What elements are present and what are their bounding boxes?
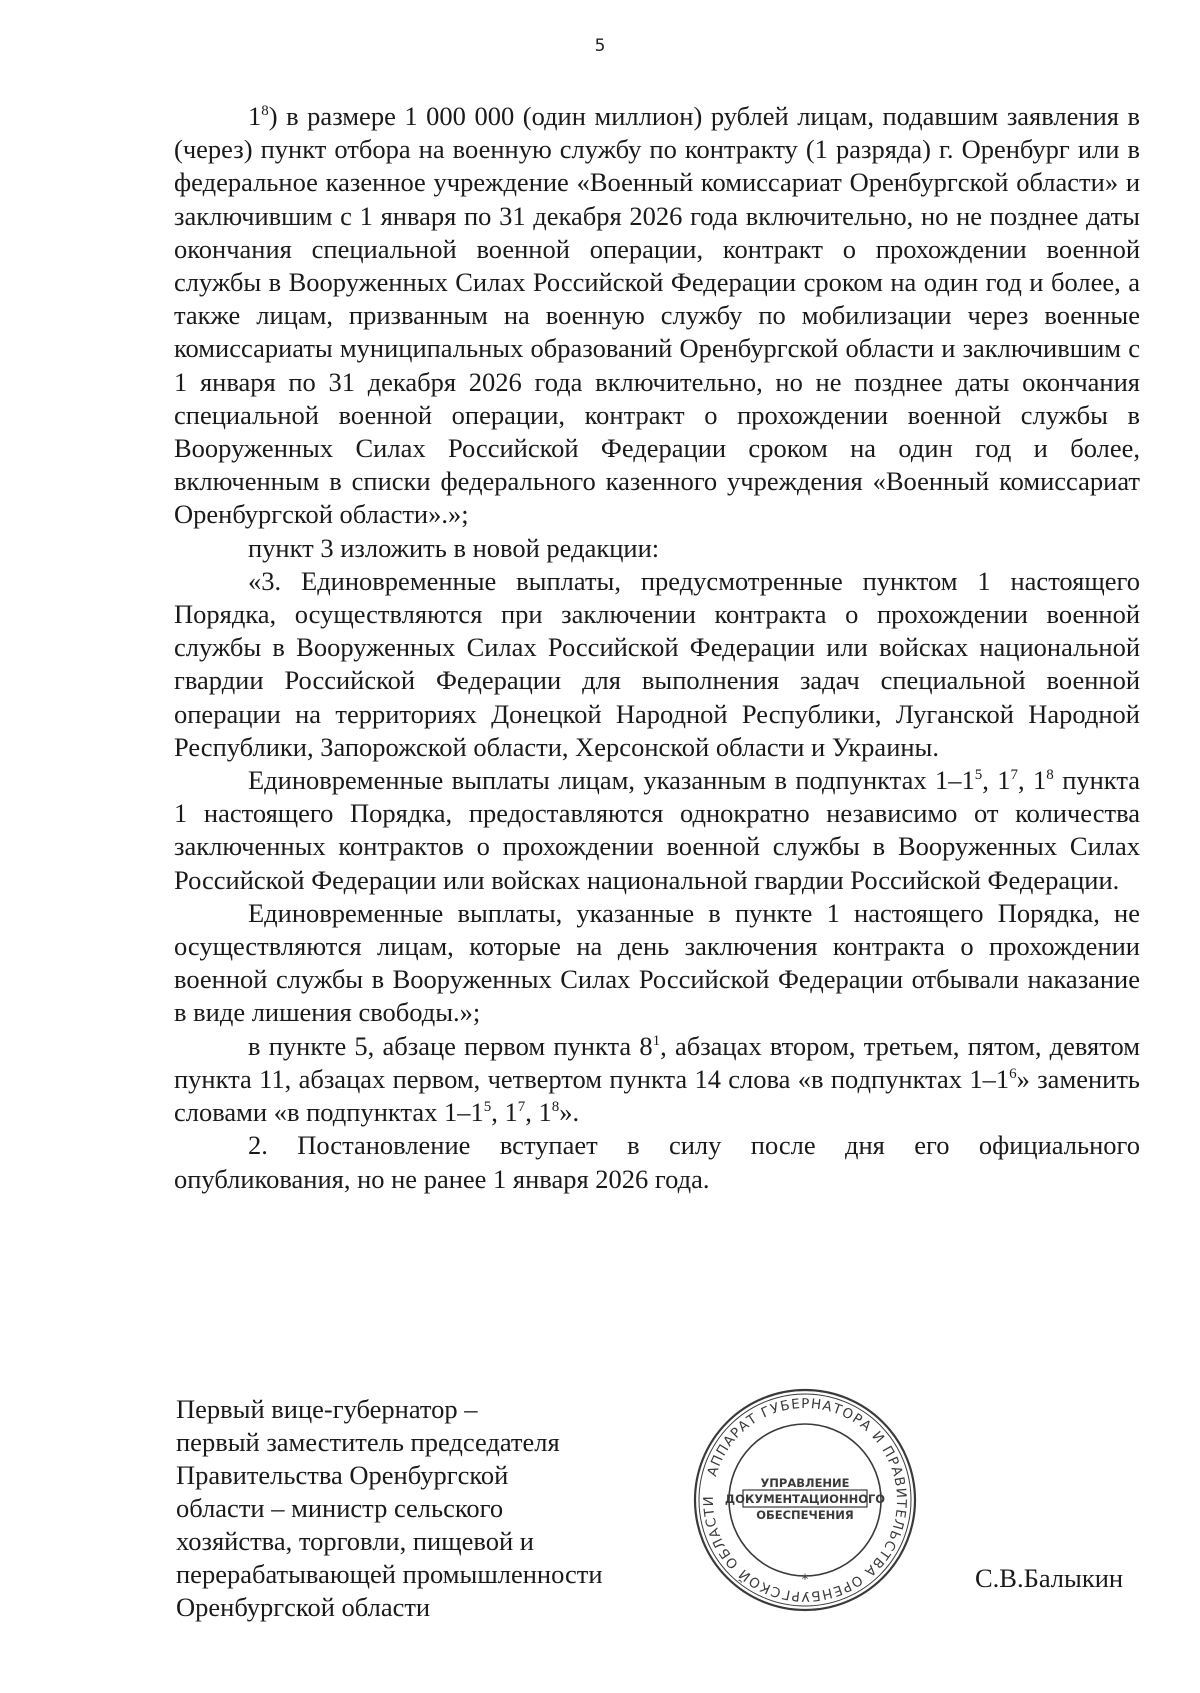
- position-line: Оренбургской области: [176, 1592, 431, 1622]
- position-line: области – министр сельского: [176, 1493, 504, 1523]
- paragraph-effective-date: 2. Постановление вступает в силу после дня его официального опубликования, но не ранее 1 января 2026 года.: [174, 1130, 1140, 1194]
- position-line: Правительства Оренбургской: [176, 1460, 509, 1490]
- document-body: [174, 100, 1140, 1196]
- paragraph-replacements: в пункте 5, абзаце первом пункта $8^1$, абзацах втором, третьем, пятом, девятом пункта 11, абзацах первом, четвертом пункта 14 слова «в подпунктах $1-1^6$» заменить словами «в подпунктах $1-1^5$, $1^7$, $1^8$».: [174, 1030, 1141, 1128]
- position-line: хозяйства, торговли, пищевой и: [176, 1526, 534, 1556]
- paragraph-exclusions: Единовременные выплаты, указанные в пункте 1 настоящего Порядка, не осуществляются лицам, которые на день заключения контракта о прохождении военной службы в Вооруженных Силах Российской Федерации отбывали наказание в виде лишения свободы.»;: [174, 897, 1140, 1028]
- paragraph-point-3-intro: пункт 3 изложить в новой редакции:: [248, 532, 660, 563]
- paragraph-subpoint-1-8: $1^8$) в размере 1 000 000 (один миллион) рублей лицам, подавшим заявления в (через) пункт отбора на военную службу по контракту (1 разряда) г. Оренбург или в федеральное казенное учреждение «Военный комиссариат Оренбургской области» и заключившим с 1 января по 31 декабря 2026 года включительно, но не позднее даты окончания специальной военной операции, контракт о прохождении военной службы в Вооруженных Силах Российской Федерации сроком на один год и более, а также лицам, призванным на военную службу по мобилизации через военные комиссариаты муниципальных образований Оренбургской области и заключившим с 1 января по 31 декабря 2026 года включительно, но не позднее даты окончания специальной военной операции, контракт о прохождении военной службы в Вооруженных Силах Российской Федерации сроком на один год и более, включенным в списки федерального казенного учреждения «Военный комиссариат Оренбургской области».»;: [174, 101, 1140, 530]
- paragraph-point-3-text: «3. Единовременные выплаты, предусмотренные пунктом 1 настоящего Порядка, осуществляются при заключении контракта о прохождении военной службы в Вооруженных Силах Российской Федерации или войсках национальной гвардии Российской Федерации для выполнения задач специальной военной операции на территориях Донецкой Народной Республики, Луганской Народной Республики, Запорожской области, Херсонской области и Украины.: [174, 565, 1140, 762]
- official-seal: [690, 1385, 920, 1615]
- position-line: Первый вице-губернатор –: [176, 1394, 478, 1424]
- page-number: 5: [594, 36, 606, 56]
- seal-center-line: ОБЕСПЕЧЕНИЯ: [756, 1508, 854, 1522]
- seal-center-line: ДОКУМЕНТАЦИОННОГО: [724, 1492, 886, 1506]
- signatory-position: [176, 1393, 656, 1624]
- position-line: перерабатывающей промышленности: [176, 1559, 603, 1589]
- paragraph-one-time-payments: Единовременные выплаты лицам, указанным в подпунктах $1-1^5$, $1^7$, $1^8$ пункта 1 настоящего Порядка, предоставляются однократно независимо от количества заключенных контрактов о прохождении военной службы в Вооруженных Силах Российской Федерации или войсках национальной гвардии Российской Федерации.: [174, 765, 1141, 895]
- seal-star: *: [801, 1572, 809, 1588]
- seal-center-line: УПРАВЛЕНИЕ: [760, 1476, 850, 1490]
- signatory-name: С.В.Балыкин: [975, 1563, 1124, 1593]
- position-line: первый заместитель председателя: [176, 1427, 560, 1457]
- seal-ring-text: АППАРАТ ГУБЕРНАТОРА И ПРАВИТЕЛЬСТВА ОРЕНБУРГСКОЙ ОБЛАСТИ: [700, 1395, 910, 1605]
